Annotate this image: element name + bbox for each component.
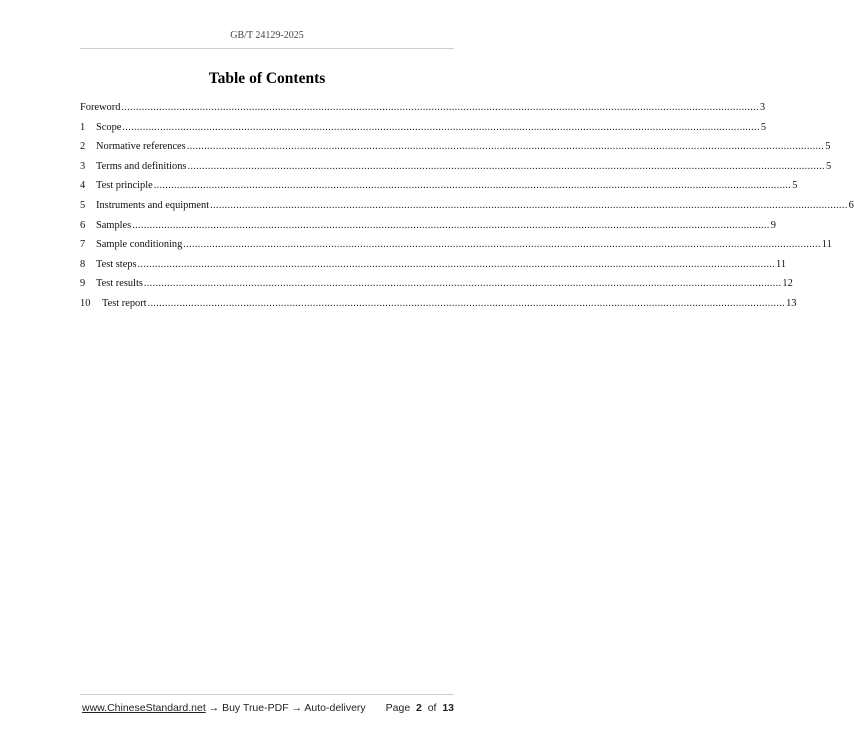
toc-dot-leader: ............................................................................................................................................................................................................................ xyxy=(132,219,770,231)
toc-entry-number: 8 xyxy=(80,258,86,270)
toc-entry-label: Samples xyxy=(96,219,132,231)
toc-dot-leader: ............................................................................................................................................................................................................................ xyxy=(147,297,786,309)
toc-entry[interactable] xyxy=(80,176,798,196)
toc-entry-number: 7 xyxy=(80,239,86,251)
of-word: of xyxy=(427,702,437,714)
toc-entry-label: Test steps xyxy=(96,258,137,270)
toc-entry-label: Terms and definitions xyxy=(96,160,187,172)
toc-entry-page: 3 xyxy=(759,102,766,113)
toc-entry[interactable] xyxy=(80,255,787,275)
toc-entry[interactable] xyxy=(80,235,832,255)
footer-divider xyxy=(80,694,454,695)
toc-entry-number: 2 xyxy=(80,141,86,153)
toc-entry-page: 11 xyxy=(821,239,832,251)
toc-entry-label: Test principle xyxy=(96,180,153,192)
arrow-icon: → xyxy=(291,702,303,714)
toc-entry-page: 5 xyxy=(825,141,831,153)
toc-entry-number: 3 xyxy=(80,160,86,172)
toc-entry-label: Foreword xyxy=(80,102,121,113)
toc-dot-leader: ............................................................................................................................................................................................................................ xyxy=(122,121,760,133)
toc-entry-number: 10 xyxy=(80,297,91,309)
toc-dot-leader: ............................................................................................................................................................................................................................ xyxy=(137,258,776,270)
toc-entry-number: 5 xyxy=(80,199,86,211)
toc-entry[interactable] xyxy=(80,157,832,177)
toc-entry-number: 1 xyxy=(80,121,86,133)
toc-entry-page: 11 xyxy=(776,258,787,270)
toc-list xyxy=(80,98,854,314)
total-pages-number: 13 xyxy=(442,702,454,714)
page-indicator xyxy=(386,702,454,714)
toc-entry-page: 5 xyxy=(760,121,767,133)
buy-pdf-text: Buy True-PDF xyxy=(222,702,289,714)
toc-dot-leader: ............................................................................................................................................................................................................................ xyxy=(187,160,825,172)
site-link[interactable]: www.ChineseStandard.net xyxy=(82,702,206,714)
auto-delivery-text: Auto-delivery xyxy=(304,702,366,714)
toc-entry-label: Instruments and equipment xyxy=(96,199,210,211)
toc-entry[interactable] xyxy=(80,137,831,157)
running-header: GB/T 24129-2025 xyxy=(230,30,304,41)
toc-dot-leader: ............................................................................................................................................................................................................................ xyxy=(121,102,759,113)
footer-promo xyxy=(82,702,366,714)
toc-entry[interactable] xyxy=(80,118,767,138)
toc-entry-label: Scope xyxy=(96,121,122,133)
toc-dot-leader: ............................................................................................................................................................................................................................ xyxy=(186,141,825,153)
page-word: Page xyxy=(385,702,411,714)
toc-entry-page: 12 xyxy=(782,278,793,290)
current-page-number: 2 xyxy=(416,702,422,714)
header-divider xyxy=(80,48,454,49)
toc-entry-label: Test report xyxy=(102,297,147,309)
toc-dot-leader: ............................................................................................................................................................................................................................ xyxy=(143,278,782,290)
toc-entry-label: Normative references xyxy=(96,141,186,153)
toc-entry-page: 9 xyxy=(770,219,776,231)
toc-dot-leader: ............................................................................................................................................................................................................................ xyxy=(153,180,792,192)
toc-entry-page: 5 xyxy=(825,160,832,172)
toc-entry[interactable] xyxy=(80,196,854,216)
toc-dot-leader: ............................................................................................................................................................................................................................ xyxy=(210,199,848,211)
toc-entry[interactable] xyxy=(80,294,797,314)
toc-entry-label: Sample conditioning xyxy=(96,239,183,251)
toc-entry-number: 9 xyxy=(80,278,86,290)
toc-entry-number: 4 xyxy=(80,180,86,192)
toc-entry-page: 5 xyxy=(792,180,798,192)
toc-entry-page: 6 xyxy=(848,199,854,211)
toc-entry-page: 13 xyxy=(786,297,797,309)
toc-entry-number: 6 xyxy=(80,219,86,231)
toc-title: Table of Contents xyxy=(208,70,326,87)
toc-entry[interactable] xyxy=(80,98,766,118)
toc-entry-label: Test results xyxy=(96,278,143,290)
toc-dot-leader: ............................................................................................................................................................................................................................ xyxy=(183,239,821,251)
toc-entry[interactable] xyxy=(80,216,776,236)
toc-entry[interactable] xyxy=(80,274,793,294)
arrow-icon: → xyxy=(208,702,220,714)
